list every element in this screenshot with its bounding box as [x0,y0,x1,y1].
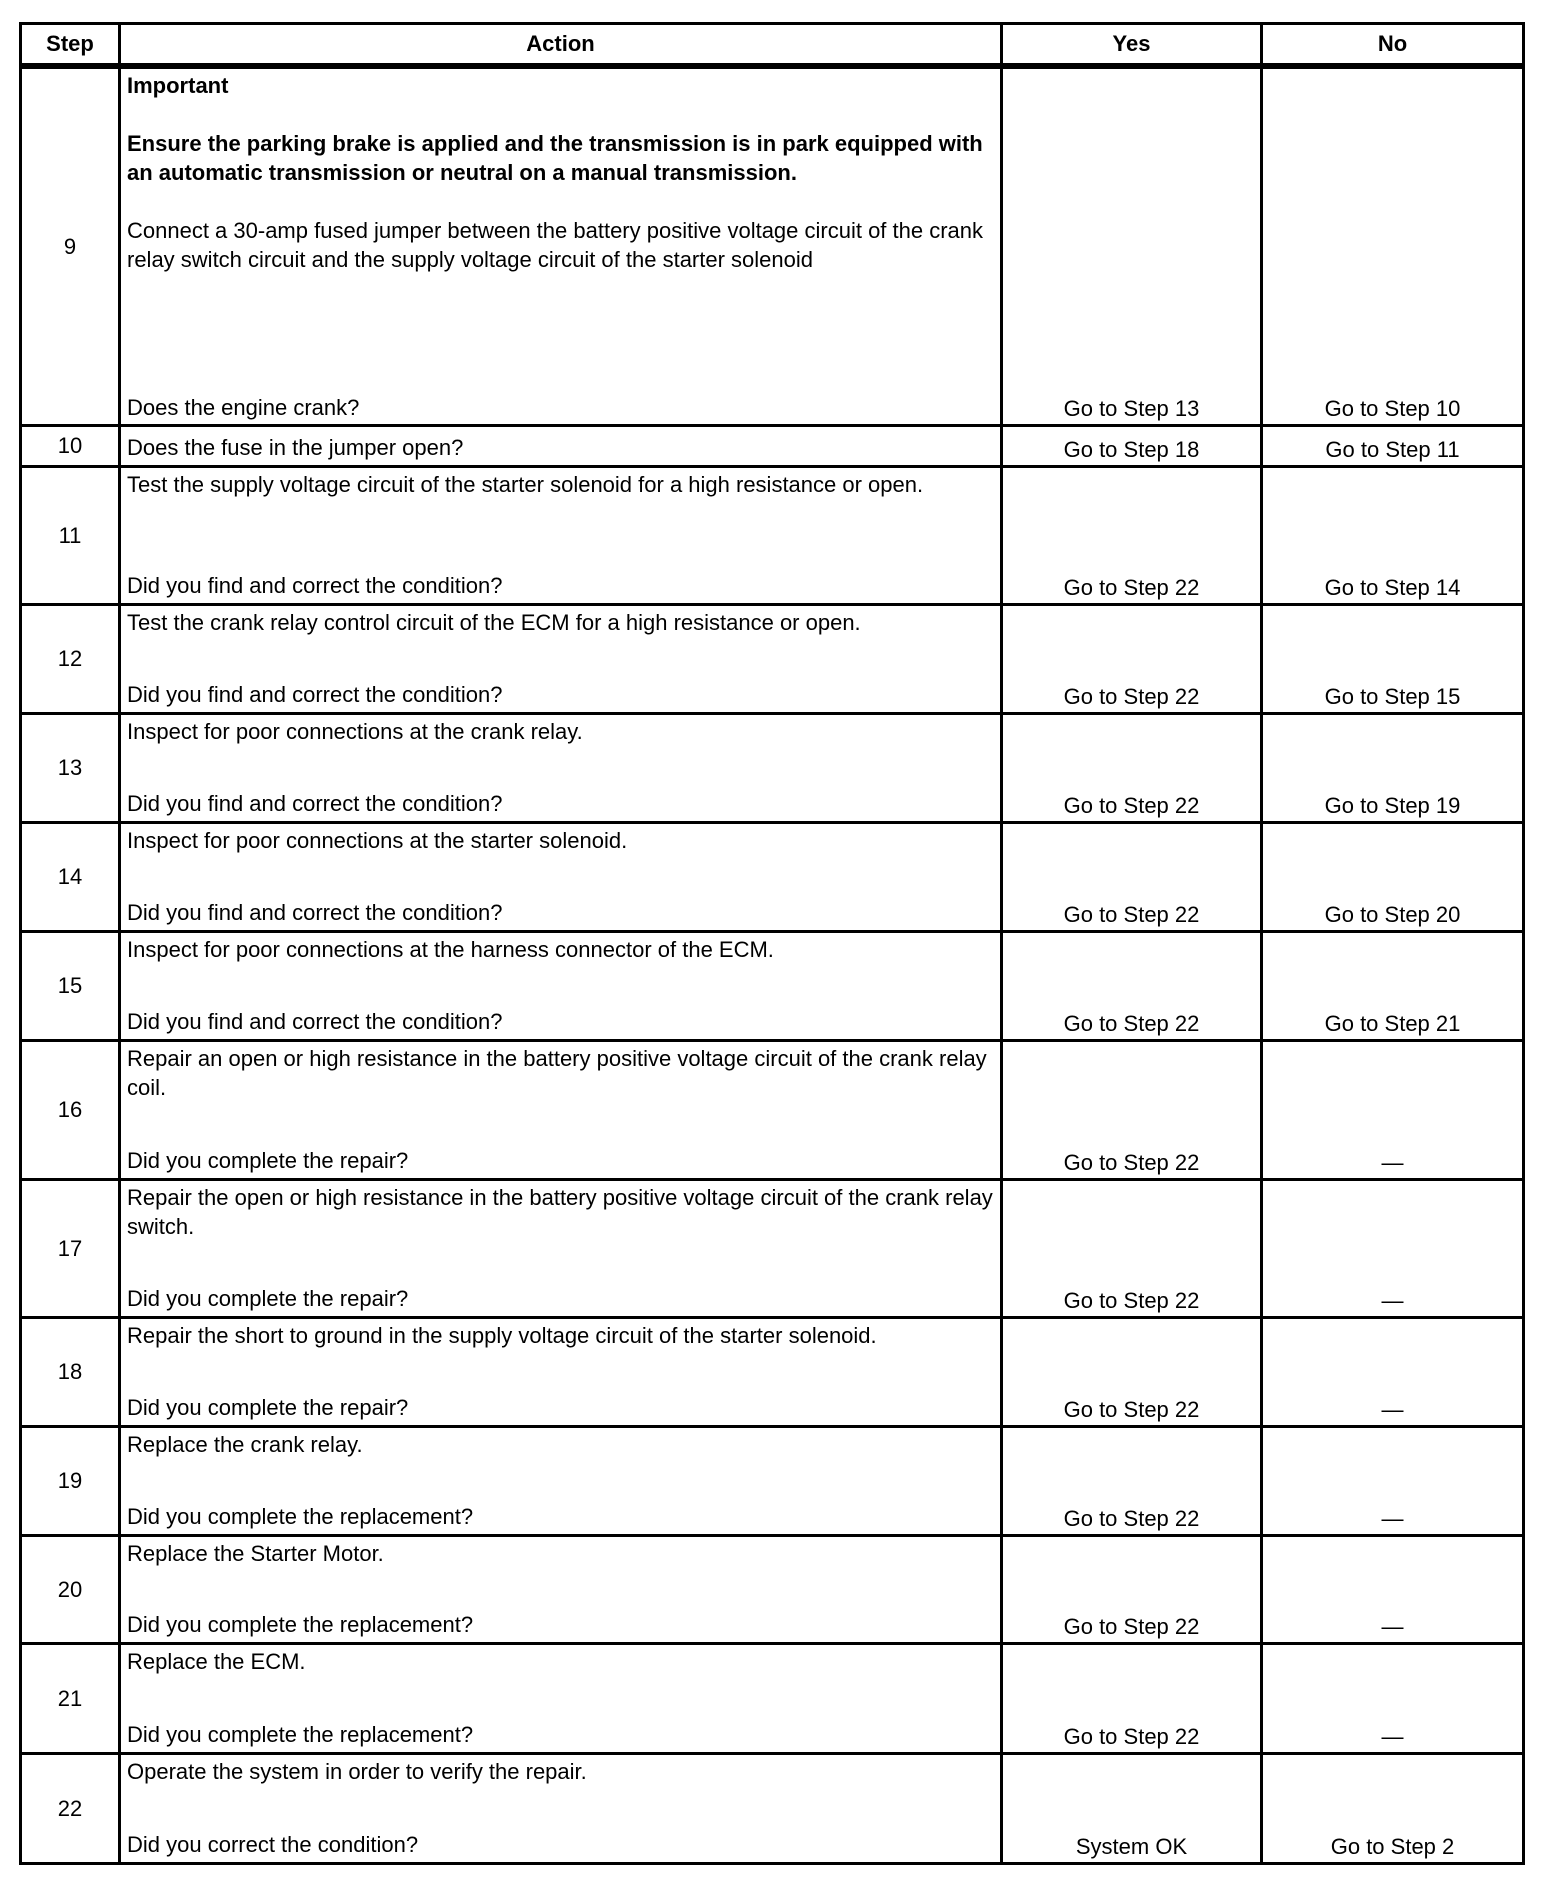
instruction-text: Inspect for poor connections at the crank relay. [127,719,583,744]
yes-cell: Go to Step 13 [1002,66,1262,426]
action-cell [120,823,1002,932]
instruction-text: Repair the short to ground in the supply voltage circuit of the starter solenoid. [127,1323,877,1348]
instruction-text: Replace the ECM. [127,1649,306,1674]
yes-cell: Go to Step 22 [1002,605,1262,714]
question-text: Did you complete the repair? [127,1148,409,1173]
table-row [21,1536,1524,1644]
step-number: 16 [21,1041,120,1180]
no-cell: Go to Step 10 [1262,66,1524,426]
instruction-text: Replace the Starter Motor. [127,1541,384,1566]
step-number: 19 [21,1427,120,1536]
action-cell [120,714,1002,823]
step-number: 21 [21,1644,120,1754]
yes-cell: Go to Step 22 [1002,932,1262,1041]
question-text: Did you find and correct the condition? [127,791,503,816]
no-cell: — [1262,1427,1524,1536]
table-row [21,1427,1524,1536]
no-cell: Go to Step 21 [1262,932,1524,1041]
instruction-text: Repair the open or high resistance in the battery positive voltage circuit of the crank relay switch. [127,1185,993,1239]
step-number: 12 [21,605,120,714]
no-cell: Go to Step 11 [1262,426,1524,467]
question-text: Did you find and correct the condition? [127,900,503,925]
no-cell: Go to Step 14 [1262,467,1524,605]
step-number: 11 [21,467,120,605]
no-cell: — [1262,1536,1524,1644]
action-cell [120,605,1002,714]
action-cell [120,426,1002,467]
instruction-text: Connect a 30-amp fused jumper between the battery positive voltage circuit of the crank relay switch circuit and the supply voltage circuit of the starter solenoid [127,218,984,272]
question-text: Did you complete the replacement? [127,1722,474,1747]
question-text: Did you find and correct the condition? [127,682,503,707]
yes-cell: System OK [1002,1754,1262,1864]
table-row [21,605,1524,714]
question-text: Did you find and correct the condition? [127,573,503,598]
table-row [21,66,1524,426]
table-row [21,823,1524,932]
step-number: 13 [21,714,120,823]
question-text: Did you find and correct the condition? [127,1009,503,1034]
yes-cell: Go to Step 22 [1002,1041,1262,1180]
question-text: Did you complete the replacement? [127,1612,474,1637]
action-cell [120,1041,1002,1180]
step-number: 22 [21,1754,120,1864]
yes-cell: Go to Step 22 [1002,1180,1262,1318]
instruction-text: Test the supply voltage circuit of the starter solenoid for a high resistance or open. [127,472,924,497]
table-row [21,1180,1524,1318]
yes-cell: Go to Step 22 [1002,1318,1262,1427]
yes-cell: Go to Step 18 [1002,426,1262,467]
yes-cell: Go to Step 22 [1002,714,1262,823]
no-cell: — [1262,1644,1524,1754]
question-text: Did you complete the repair? [127,1395,409,1420]
action-cell [120,1536,1002,1644]
header-row [21,24,1524,67]
yes-cell: Go to Step 22 [1002,1427,1262,1536]
table-row [21,1041,1524,1180]
no-cell: Go to Step 19 [1262,714,1524,823]
action-cell [120,1318,1002,1427]
question-text: Does the fuse in the jumper open? [127,435,464,460]
question-text: Did you complete the repair? [127,1286,409,1311]
instruction-text: Operate the system in order to verify the repair. [127,1759,587,1784]
table-row [21,1644,1524,1754]
yes-cell: Go to Step 22 [1002,1644,1262,1754]
warning-text: Ensure the parking brake is applied and the transmission is in park equipped with an automatic transmission or neutral on a manual transmission. [127,131,983,185]
instruction-text: Test the crank relay control circuit of the ECM for a high resistance or open. [127,610,861,635]
action-cell [120,467,1002,605]
action-cell [120,1180,1002,1318]
no-cell: Go to Step 20 [1262,823,1524,932]
table-row [21,714,1524,823]
table-row [21,1318,1524,1427]
no-cell: Go to Step 2 [1262,1754,1524,1864]
header-yes: Yes [1002,24,1262,67]
important-label: Important [127,73,229,98]
yes-cell: Go to Step 22 [1002,823,1262,932]
question-text: Does the engine crank? [127,395,360,420]
step-number: 14 [21,823,120,932]
question-text: Did you complete the replacement? [127,1504,474,1529]
yes-cell: Go to Step 22 [1002,1536,1262,1644]
instruction-text: Repair an open or high resistance in the battery positive voltage circuit of the crank relay coil. [127,1046,987,1100]
header-action: Action [120,24,1002,67]
table-row [21,426,1524,467]
step-number: 18 [21,1318,120,1427]
table-row [21,1754,1524,1864]
diagnostic-table [19,22,1525,1865]
no-cell: Go to Step 15 [1262,605,1524,714]
table-row [21,932,1524,1041]
header-no: No [1262,24,1524,67]
instruction-text: Inspect for poor connections at the starter solenoid. [127,828,628,853]
step-number: 17 [21,1180,120,1318]
step-number: 20 [21,1536,120,1644]
step-number: 15 [21,932,120,1041]
no-cell: — [1262,1318,1524,1427]
table-row [21,467,1524,605]
header-step: Step [21,24,120,67]
action-cell [120,932,1002,1041]
instruction-text: Replace the crank relay. [127,1432,363,1457]
step-number: 9 [21,66,120,426]
action-cell [120,1754,1002,1864]
yes-cell: Go to Step 22 [1002,467,1262,605]
no-cell: — [1262,1041,1524,1180]
step-number: 10 [21,426,120,467]
action-cell [120,66,1002,426]
action-cell [120,1644,1002,1754]
action-cell [120,1427,1002,1536]
question-text: Did you correct the condition? [127,1832,419,1857]
instruction-text: Inspect for poor connections at the harness connector of the ECM. [127,937,774,962]
no-cell: — [1262,1180,1524,1318]
